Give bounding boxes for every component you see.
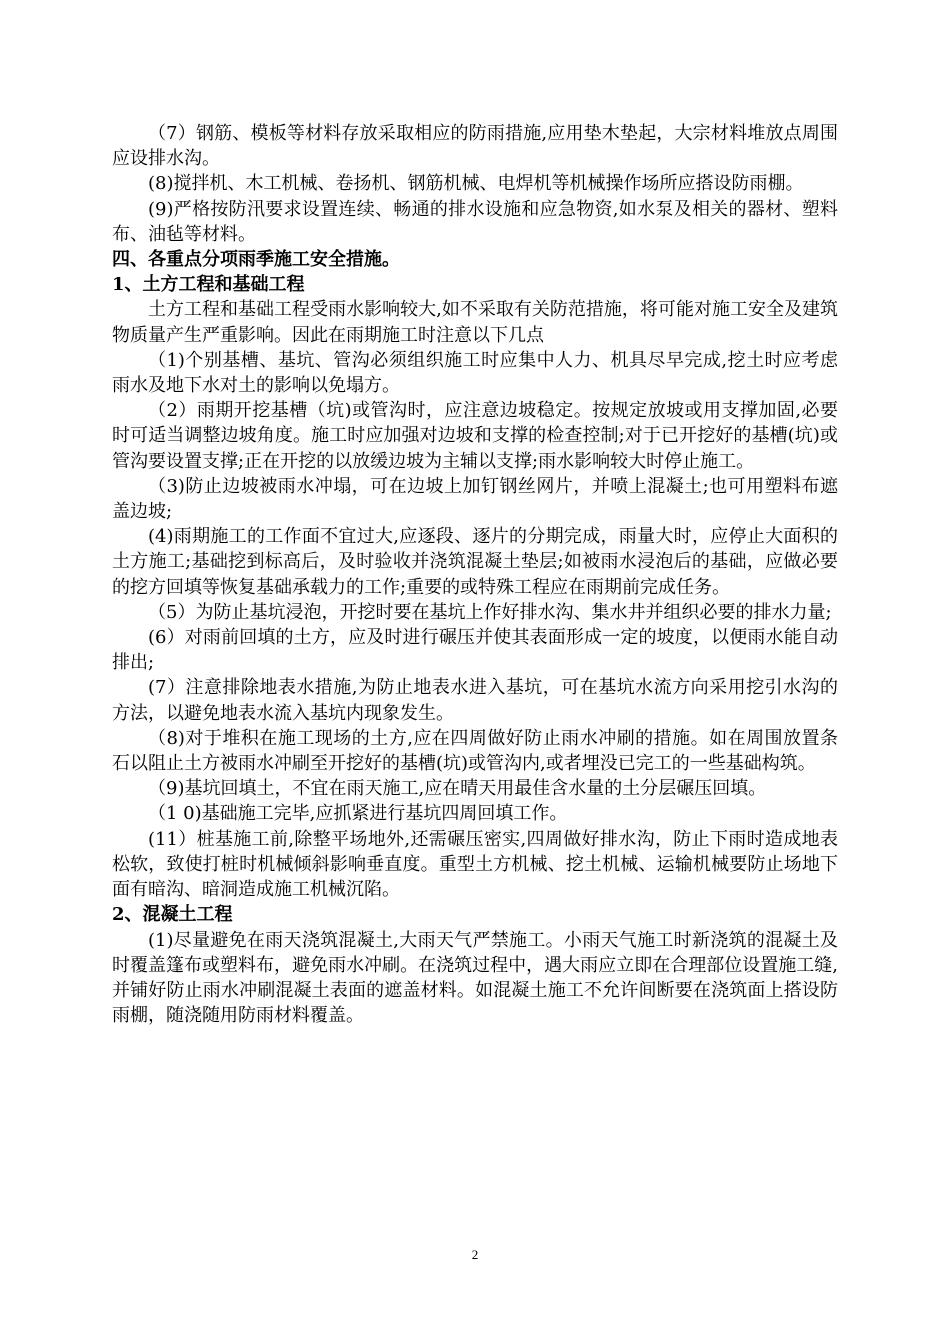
earthwork-item-3: （3)防止边坡被雨水冲塌，可在边坡上加钉钢丝网片，并喷上混凝土;也可用塑料布遮盖边坡; <box>112 475 838 523</box>
earthwork-item-10: （1 0)基础施工完毕,应抓紧进行基坑四周回填工作。 <box>148 803 568 825</box>
subsection-heading-earthwork: 1、土方工程和基础工程 <box>112 274 305 296</box>
concrete-item-1: (1)尽量避免在雨天浇筑混凝土,大雨天气严禁施工。小雨天气施工时新浇筑的混凝土及时覆盖篷布或塑料布，避免雨水冲刷。在浇筑过程中，遇大雨应立即在合理部位设置施工缝,并铺好防止雨水冲刷混凝土表面的遮盖材料。如混凝土施工不允许间断要在浇筑面上搭设防雨棚，随浇随用防雨材料覆盖。 <box>112 929 838 1027</box>
paragraph-8: (8)搅拌机、木工机械、卷扬机、钢筋机械、电焊机等机械操作场所应搭设防雨棚。 <box>148 173 804 195</box>
earthwork-item-11: (11）桩基施工前,除整平场地外,还需碾压密实,四周做好排水沟，防止下雨时造成地表松软，致使打桩时机械倾斜影响垂直度。重型土方机械、挖土机械、运输机械要防止场地下面有暗沟、暗洞造成施工机械沉陷。 <box>112 828 838 901</box>
paragraph-9: (9)严格按防汛要求设置连续、畅通的排水设施和应急物资,如水泵及相关的器材、塑料布、油毡等材料。 <box>112 198 838 245</box>
section-heading-4: 四、各重点分项雨季施工安全措施。 <box>112 249 400 271</box>
earthwork-item-9: （9)基坑回填土，不宜在雨天施工,应在晴天用最佳含水量的土分层碾压回填。 <box>148 778 767 800</box>
earthwork-item-7: (7）注意排除地表水措施,为防止地表水进入基坑，可在基坑水流方向采用挖引水沟的方法，以避免地表水流入基坑内现象发生。 <box>112 677 838 724</box>
earthwork-item-5: （5）为防止基坑浸泡，开挖时要在基坑上作好排水沟、集水井并组织必要的排水力量; <box>148 601 832 623</box>
paragraph-7: （7）钢筋、模板等材料存放采取相应的防雨措施,应用垫木垫起，大宗材料堆放点周围应设排水沟。 <box>112 123 838 170</box>
page-number: 2 <box>471 1247 479 1262</box>
earthwork-item-1: （1)个别基槽、基坑、管沟必须组织施工时应集中人力、机具尽早完成,挖土时应考虑雨水及地下水对土的影响以免塌方。 <box>112 349 838 397</box>
earthwork-intro: 土方工程和基础工程受雨水影响较大,如不采取有关防范措施，将可能对施工安全及建筑物质量产生严重影响。因此在雨期施工时注意以下几点 <box>112 299 838 346</box>
document-body <box>112 121 838 1028</box>
earthwork-item-6: (6）对雨前回填的土方，应及时进行碾压并使其表面形成一定的坡度，以便雨水能自动排出; <box>112 627 838 674</box>
earthwork-item-8: （8)对于堆积在施工现场的土方,应在四周做好防止雨水冲刷的措施。如在周围放置条石以阻止土方被雨水冲刷至开挖好的基槽(坑)或管沟内,或者埋没已完工的一些基础构筑。 <box>112 727 838 775</box>
earthwork-item-4: (4)雨期施工的工作面不宜过大,应逐段、逐片的分期完成，雨量大时，应停止大面积的土方施工;基础挖到标高后，及时验收并浇筑混凝土垫层;如被雨水浸泡后的基础，应做必要的挖方回填等恢复基础承载力的工作;重要的或特殊工程应在雨期前完成任务。 <box>112 526 838 598</box>
subsection-heading-concrete: 2、混凝土工程 <box>112 904 233 926</box>
earthwork-item-2: （2）雨期开挖基槽（坑)或管沟时，应注意边坡稳定。按规定放坡或用支撑加固,必要时可适当调整边坡角度。施工时应加强对边坡和支撑的检查控制;对于已开挖好的基槽(坑)或管沟要设置支撑;正在开挖的以放缓边坡为主辅以支撑;雨水影响较大时停止施工。 <box>112 400 838 472</box>
